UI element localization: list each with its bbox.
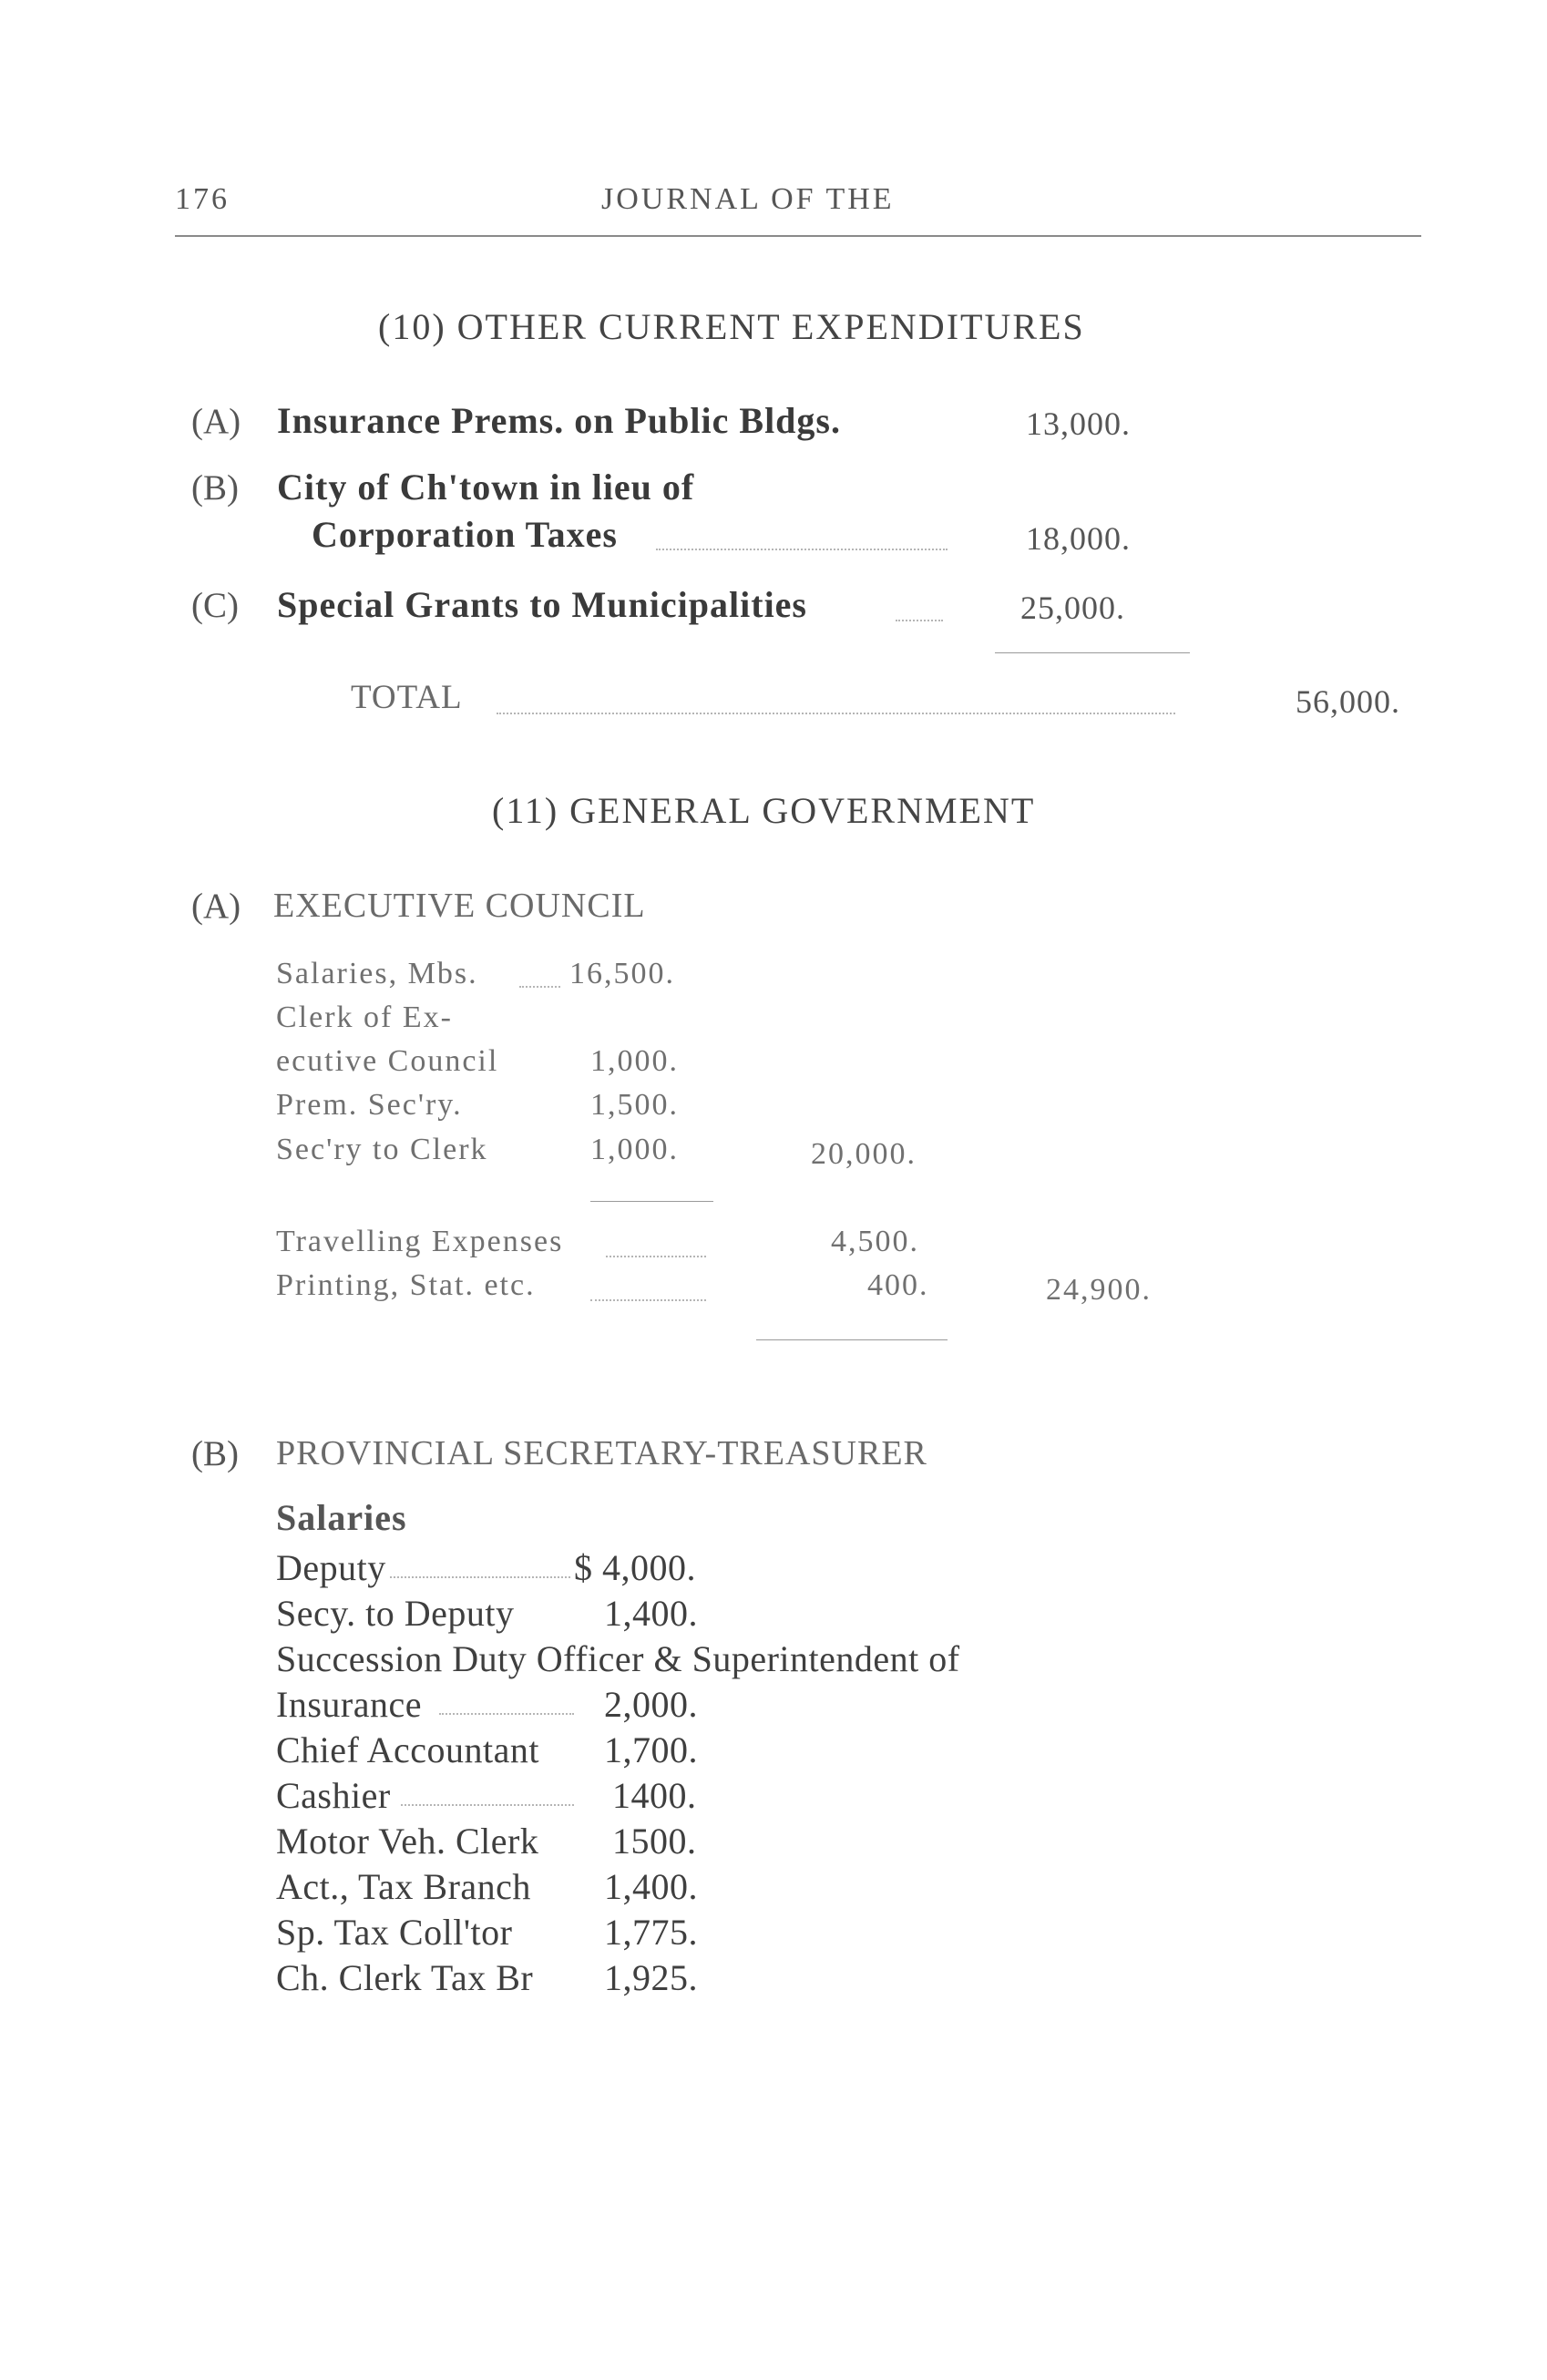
exec-label-a: (A) (191, 887, 241, 926)
leader-dots (590, 1299, 706, 1301)
leader-dots (497, 713, 1175, 714)
page-number: 176 (175, 182, 230, 216)
prov-row-amount: $ 4,000. (574, 1547, 696, 1588)
prov-row-text: Cashier (276, 1775, 391, 1816)
salaries-heading: Salaries (276, 1497, 407, 1538)
running-title: JOURNAL OF THE (601, 182, 895, 216)
total-label: TOTAL (351, 679, 463, 716)
insurance-prems-text: Insurance Prems. on Public Bldgs. (277, 400, 841, 441)
corporation-taxes-text: Corporation Taxes (312, 514, 618, 555)
section-11-title: (11) GENERAL GOVERNMENT (492, 790, 1036, 831)
corporation-taxes-amount: 18,000. (1026, 520, 1131, 557)
prov-row-text: Insurance (276, 1684, 422, 1725)
leader-dots (390, 1576, 570, 1578)
prov-row-text: Sp. Tax Coll'tor (276, 1912, 513, 1953)
item-label-c: (C) (191, 586, 239, 625)
exec-row-amount: 1,000. (590, 1133, 679, 1166)
special-grants-amount: 25,000. (1020, 590, 1125, 626)
travelling-expenses-text: Travelling Expenses (276, 1225, 564, 1258)
leader-dots (519, 986, 560, 988)
exec-council-total: 24,900. (1046, 1273, 1152, 1307)
exec-row-amount: 16,500. (569, 957, 675, 990)
leader-dots (439, 1713, 574, 1715)
prov-row-amount: 1400. (612, 1775, 697, 1816)
prov-row-text: Ch. Clerk Tax Br (276, 1957, 534, 1998)
prov-row-text: Chief Accountant (276, 1729, 540, 1770)
prov-row-amount: 1,775. (604, 1912, 698, 1953)
city-ctown-text: City of Ch'town in lieu of (277, 467, 695, 508)
prov-row-text: Secy. to Deputy (276, 1593, 515, 1634)
item-label-a: (A) (191, 402, 241, 441)
prov-label-b: (B) (191, 1434, 239, 1473)
special-grants-text: Special Grants to Municipalities (277, 584, 807, 625)
prov-row-text: Deputy (276, 1547, 386, 1588)
executive-council-heading: EXECUTIVE COUNCIL (273, 887, 646, 925)
exec-total-rule (756, 1339, 948, 1340)
exec-row-text: Prem. Sec'ry. (276, 1088, 463, 1122)
subtotal-rule (995, 652, 1190, 653)
header-rule (175, 235, 1421, 237)
exec-row-text: Salaries, Mbs. (276, 957, 478, 990)
prov-row-amount: 1,925. (604, 1957, 698, 1998)
leader-dots (656, 549, 948, 550)
prov-row-amount: 1,400. (604, 1593, 698, 1634)
section-10-title: (10) OTHER CURRENT EXPENDITURES (378, 306, 1085, 347)
printing-stat-amount: 400. (867, 1268, 929, 1302)
exec-row-text: Clerk of Ex- (276, 1000, 453, 1034)
provincial-secretary-heading: PROVINCIAL SECRETARY-TREASURER (276, 1434, 927, 1472)
travelling-expenses-amount: 4,500. (831, 1225, 919, 1258)
item-label-b: (B) (191, 468, 239, 508)
exec-subtotal: 20,000. (811, 1137, 917, 1171)
leader-dots (606, 1256, 706, 1257)
prov-row-amount: 1,400. (604, 1866, 698, 1907)
exec-row-text: ecutive Council (276, 1044, 499, 1078)
exec-row-amount: 1,000. (590, 1044, 679, 1078)
prov-row-amount: 2,000. (604, 1684, 698, 1725)
leader-dots (401, 1804, 574, 1806)
printing-stat-text: Printing, Stat. etc. (276, 1268, 536, 1302)
leader-dots (896, 620, 943, 621)
prov-row-text: Succession Duty Officer & Superintendent of (276, 1638, 960, 1679)
exec-row-text: Sec'ry to Clerk (276, 1133, 488, 1166)
insurance-prems-amount: 13,000. (1026, 405, 1131, 442)
prov-row-text: Act., Tax Branch (276, 1866, 531, 1907)
prov-row-amount: 1,700. (604, 1729, 698, 1770)
prov-row-amount: 1500. (612, 1821, 697, 1862)
exec-row-amount: 1,500. (590, 1088, 679, 1122)
total-amount: 56,000. (1296, 683, 1400, 720)
exec-subtotal-rule (590, 1201, 713, 1202)
prov-row-text: Motor Veh. Clerk (276, 1821, 539, 1862)
